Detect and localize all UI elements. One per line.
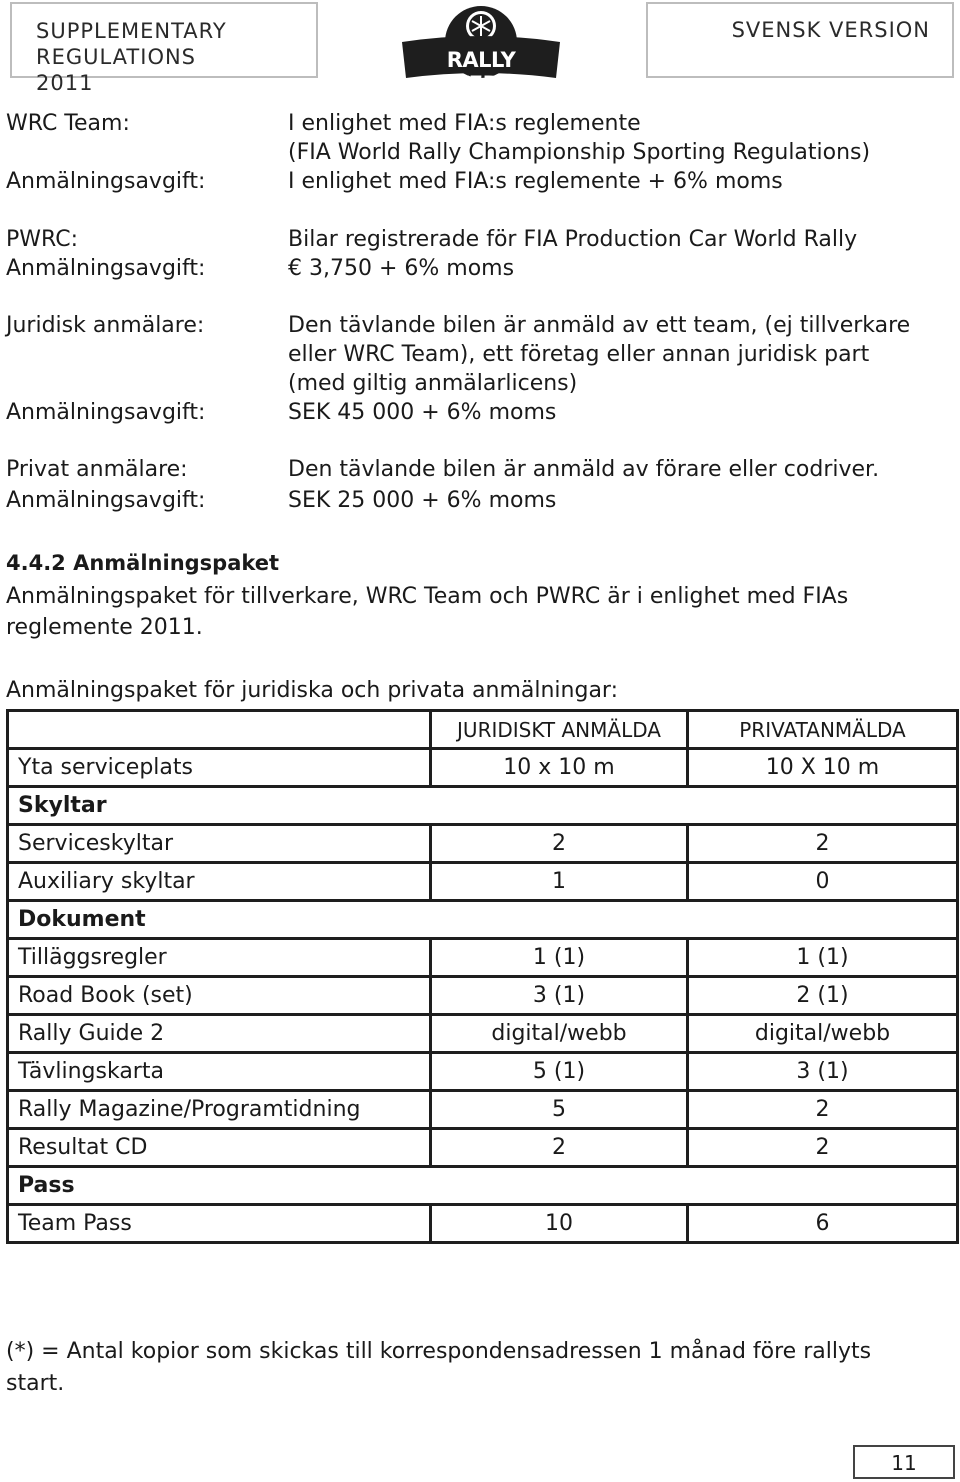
col-header-privat: PRIVATANMÄLDA	[688, 711, 958, 749]
rally-sweden-logo	[396, 2, 566, 96]
table-row	[8, 825, 958, 863]
entry-value: € 3,750 + 6% moms	[288, 256, 515, 281]
cell-privat: 3 (1)	[688, 1053, 958, 1091]
table-row	[8, 1053, 958, 1091]
page-number: 11	[853, 1445, 955, 1479]
table-section-row	[8, 787, 958, 825]
section-label: Pass	[8, 1167, 958, 1205]
cell-juridiskt: 5 (1)	[431, 1053, 688, 1091]
cell-privat: 2 (1)	[688, 977, 958, 1015]
table-row	[8, 1129, 958, 1167]
cell-juridiskt: 2	[431, 1129, 688, 1167]
table-row	[8, 1205, 958, 1243]
footnote: (*) = Antal kopior som skickas till korrespondensadressen 1 månad före rallyts start.	[6, 1339, 872, 1396]
header-version-box	[646, 2, 954, 78]
cell-privat: digital/webb	[688, 1015, 958, 1053]
section-paragraph: Anmälningspaket för tillverkare, WRC Team och PWRC är i enlighet med FIAs reglemente 2011.	[6, 584, 849, 640]
row-label: Auxiliary skyltar	[8, 863, 431, 901]
header-title: SUPPLEMENTARY REGULATIONS	[36, 19, 227, 69]
entry-label: PWRC:	[6, 227, 78, 252]
entry-value: SEK 45 000 + 6% moms	[288, 400, 557, 425]
row-label: Tilläggsregler	[8, 939, 431, 977]
section-label: Dokument	[8, 901, 958, 939]
cell-juridiskt: digital/webb	[431, 1015, 688, 1053]
row-label: Rally Magazine/Programtidning	[8, 1091, 431, 1129]
table-header-row	[8, 711, 958, 749]
header-title-box	[10, 2, 318, 95]
row-label: Tävlingskarta	[8, 1053, 431, 1091]
row-label: Team Pass	[8, 1205, 431, 1243]
table-row	[8, 939, 958, 977]
cell-privat: 0	[688, 863, 958, 901]
entry-value: Den tävlande bilen är anmäld av förare eller codriver.	[288, 457, 880, 482]
row-label: Resultat CD	[8, 1129, 431, 1167]
row-label: Serviceskyltar	[8, 825, 431, 863]
row-label: Road Book (set)	[8, 977, 431, 1015]
cell-privat: 2	[688, 1129, 958, 1167]
table-section-row	[8, 1167, 958, 1205]
package-table	[6, 709, 959, 1244]
cell-privat: 2	[688, 1091, 958, 1129]
entry-value: Bilar registrerade för FIA Production Car World Rally	[288, 227, 858, 252]
entry-value: I enlighet med FIA:s reglemente	[288, 111, 641, 136]
entry-label: Anmälningsavgift:	[6, 169, 206, 194]
entry-value: (med giltig anmälarlicens)	[288, 371, 578, 396]
entry-value: (FIA World Rally Championship Sporting Regulations)	[288, 140, 871, 165]
entry-value: Den tävlande bilen är anmäld av ett team, (ej tillverkare	[288, 313, 911, 338]
entry-label: Privat anmälare:	[6, 457, 188, 482]
entry-value: SEK 25 000 + 6% moms	[288, 488, 557, 513]
cell-juridiskt: 10 x 10 m	[431, 749, 688, 787]
table-row	[8, 1091, 958, 1129]
entry-label: Juridisk anmälare:	[6, 313, 205, 338]
header-version: SVENSK VERSION	[731, 18, 930, 42]
row-label: Yta serviceplats	[8, 749, 431, 787]
table-intro: Anmälningspaket för juridiska och privata anmälningar:	[6, 678, 619, 703]
cell-privat: 10 X 10 m	[688, 749, 958, 787]
logo-text: RALLY SWEDEN	[431, 48, 531, 96]
table-header-empty	[8, 711, 431, 749]
entry-value: I enlighet med FIA:s reglemente + 6% moms	[288, 169, 783, 194]
cell-juridiskt: 1	[431, 863, 688, 901]
cell-juridiskt: 3 (1)	[431, 977, 688, 1015]
section-label: Skyltar	[8, 787, 958, 825]
row-label: Rally Guide 2	[8, 1015, 431, 1053]
section-heading: 4.4.2 Anmälningspaket	[6, 551, 280, 575]
cell-privat: 6	[688, 1205, 958, 1243]
cell-juridiskt: 1 (1)	[431, 939, 688, 977]
cell-juridiskt: 2	[431, 825, 688, 863]
table-row	[8, 749, 958, 787]
entry-label: Anmälningsavgift:	[6, 488, 206, 513]
col-header-juridiskt: JURIDISKT ANMÄLDA	[431, 711, 688, 749]
entry-label: Anmälningsavgift:	[6, 400, 206, 425]
entry-value: eller WRC Team), ett företag eller annan juridisk part	[288, 342, 870, 367]
cell-juridiskt: 5	[431, 1091, 688, 1129]
table-section-row	[8, 901, 958, 939]
table-row	[8, 863, 958, 901]
table-row	[8, 977, 958, 1015]
entry-label: Anmälningsavgift:	[6, 256, 206, 281]
cell-privat: 2	[688, 825, 958, 863]
entry-label: WRC Team:	[6, 111, 130, 136]
cell-privat: 1 (1)	[688, 939, 958, 977]
header-year: 2011	[36, 71, 94, 95]
cell-juridiskt: 10	[431, 1205, 688, 1243]
table-row	[8, 1015, 958, 1053]
